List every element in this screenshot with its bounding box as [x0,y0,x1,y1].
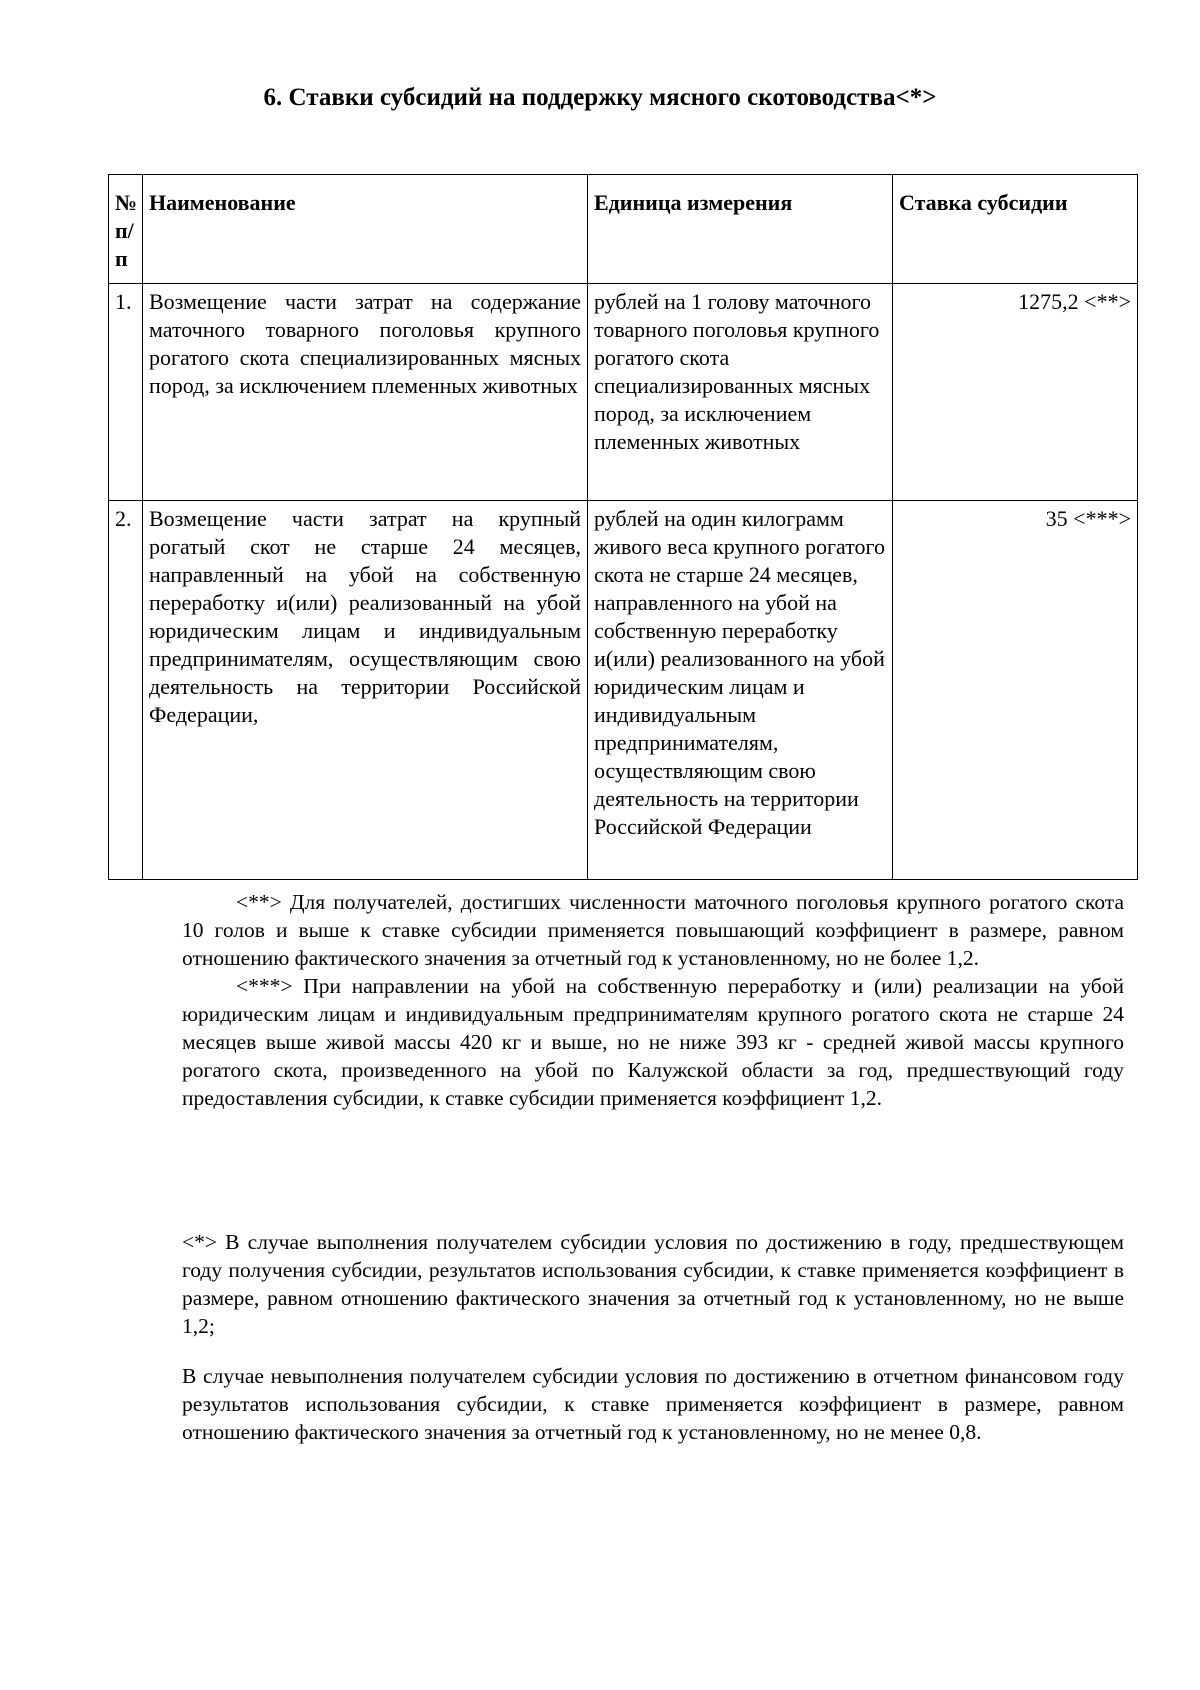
header-number: № п/п [109,175,143,284]
row-name: Возмещение части затрат на крупный рогатый скот не старше 24 месяцев, направленный на убой на собственную переработку и(или) реализованный на убой юридическим лицам и индивидуальным предпринимателям, осуществляющим свою деятельность на территории Российской Федерации, [143,501,588,880]
footnote-single-star-continued: В случае невыполнения получателем субсидии условия по достижению в отчетном финансовом году результатов использования субсидии, к ставке применяется коэффициент в размере, равном отношению фактического значения за отчетный год к установленному, но не менее 0,8. [182,1364,1124,1444]
row-unit: рублей на 1 голову маточного товарного поголовья крупного рогатого скота специализированных мясных пород, за исключением племенных животных [588,284,893,501]
footnote-single-star-block [182,1228,1124,1340]
row-name: Возмещение части затрат на содержание маточного товарного поголовья крупного рогатого скота специализированных мясных пород, за исключением племенных животных [143,284,588,501]
table-header-row [109,175,1138,284]
footnote-single-star: <*> В случае выполнения получателем субсидии условия по достижению в году, предшествующем году получения субсидии, результатов использования субсидии, к ставке применяется коэффициент в размере, равном отношению фактического значения за отчетный год к установленному, но не выше 1,2; [182,1230,1124,1338]
footnote-triple-star: <***> При направлении на убой на собственную переработку и (или) реализации на убой юридическим лицам и индивидуальным предпринимателям крупного рогатого скота не старше 24 месяцев выше живой массы 420 кг и выше, но не ниже 393 кг - средней живой массы крупного рогатого скота, произведенного на убой по Калужской области за год, предшествующий году предоставления субсидии, к ставке субсидии применяется коэффициент 1,2. [182,974,1124,1110]
header-name: Наименование [143,175,588,284]
header-rate: Ставка субсидии [893,175,1138,284]
row-number: 2. [109,501,143,880]
table-row [109,501,1138,880]
footnotes-block [182,888,1124,1112]
row-rate: 35 <***> [893,501,1138,880]
footnote-double-star: <**> Для получателей, достигших численности маточного поголовья крупного рогатого скота 10 голов и выше к ставке субсидии применяется повышающий коэффициент в размере, равном отношению фактического значения за отчетный год к установленному, но не более 1,2. [182,890,1124,970]
document-title: 6. Ставки субсидий на поддержку мясного скотоводства<*> [263,84,937,111]
header-unit: Единица измерения [588,175,893,284]
row-unit: рублей на один килограмм живого веса крупного рогатого скота не старше 24 месяцев, направленного на убой на собственную переработку и(или) реализованного на убой юридическим лицам и индивидуальным предпринимателям, осуществляющим свою деятельность на территории Российской Федерации [588,501,893,880]
row-rate: 1275,2 <**> [893,284,1138,501]
row-number: 1. [109,284,143,501]
footnote-continuation-block [182,1362,1124,1446]
subsidy-rates-table [108,174,1138,880]
table-row [109,284,1138,501]
